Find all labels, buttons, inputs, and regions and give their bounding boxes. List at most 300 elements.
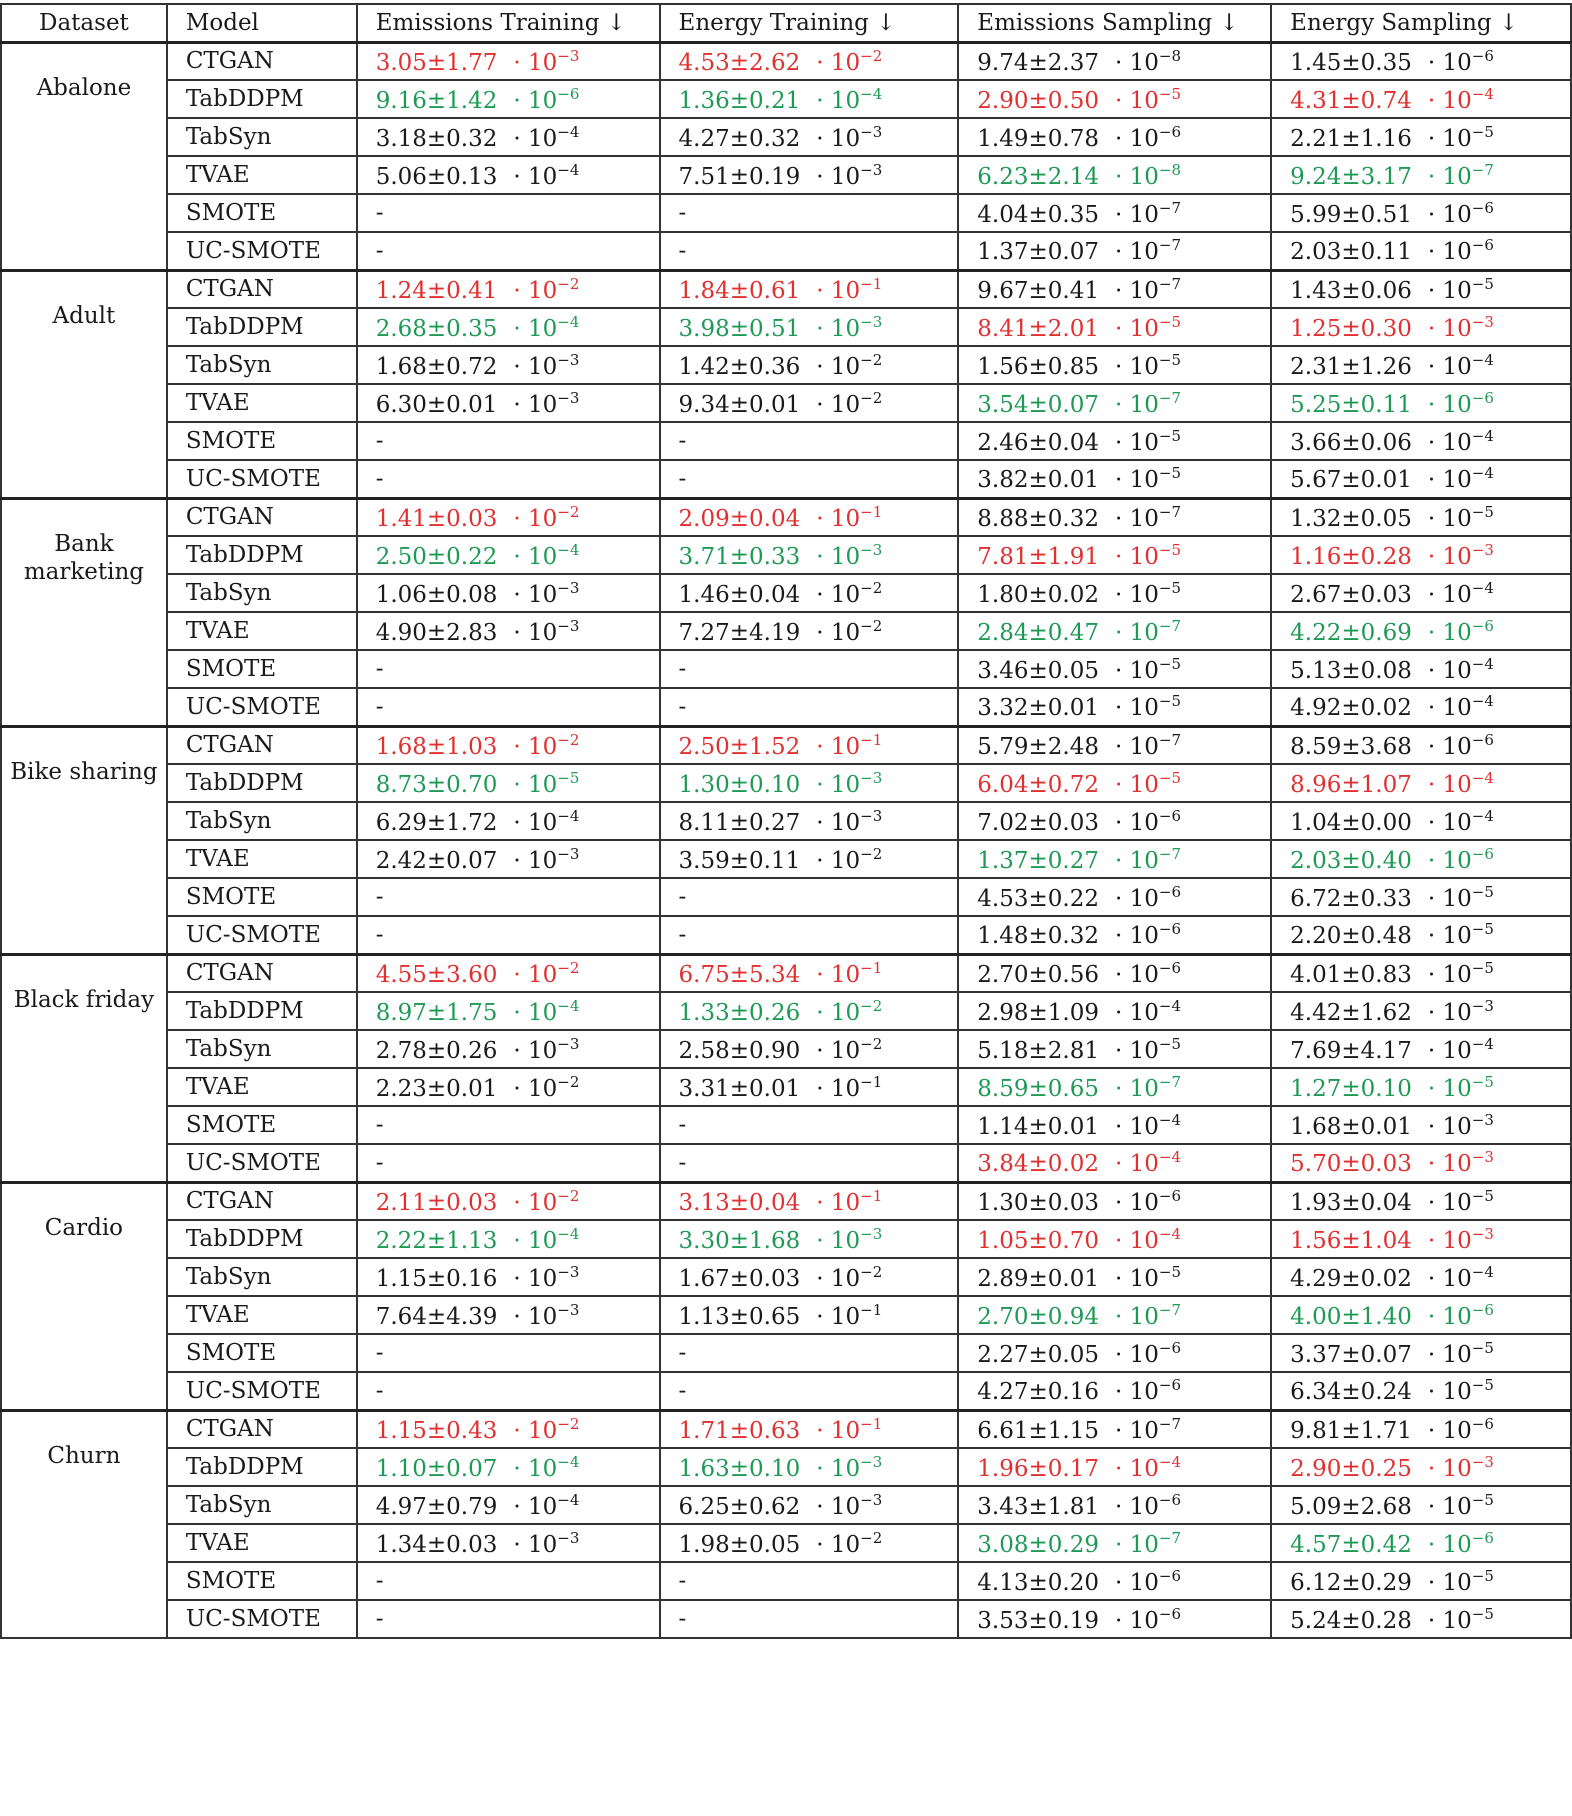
value-cell [660,878,959,916]
value-exponent: −5 [1158,464,1182,483]
value-exponent: −6 [1158,1490,1182,1509]
value-exponent: −5 [1158,312,1182,331]
table-row [1,536,1571,574]
times-ten-label: · 10 [1427,657,1472,684]
times-ten-label: · 10 [816,1075,861,1102]
value-cell [1271,194,1571,232]
value-exponent: −3 [1471,996,1494,1015]
value-mantissa: - [375,1377,384,1404]
times-ten-label: · 10 [513,543,558,570]
value-mantissa: 2.03±0.11 [1290,239,1412,266]
value-exponent: −2 [557,1414,580,1433]
model-name: CTGAN [167,498,357,536]
value-mantissa: 2.11±0.03 [375,1189,498,1216]
value-mantissa: 2.90±0.25 [1290,1455,1412,1482]
value-exponent: −7 [1158,198,1182,217]
model-name: TVAE [167,384,357,422]
value-cell [357,346,660,384]
value-mantissa: 1.30±0.03 [977,1189,1099,1216]
value-cell [660,726,959,764]
model-name: TabDDPM [167,536,357,574]
times-ten-label: · 10 [1427,1151,1472,1178]
value-cell [357,42,660,80]
value-mantissa: 1.98±0.05 [678,1531,801,1558]
value-cell [958,194,1271,232]
value-cell [958,916,1271,954]
value-exponent: −5 [1471,1490,1494,1509]
times-ten-label: · 10 [1427,543,1472,570]
value-mantissa: 3.43±1.81 [977,1493,1099,1520]
value-cell [357,688,660,726]
times-ten-label: · 10 [1115,429,1159,456]
times-ten-label: · 10 [513,961,558,988]
table-row [1,270,1571,308]
value-mantissa: 3.71±0.33 [678,543,801,570]
value-mantissa: 2.58±0.90 [678,1037,801,1064]
value-exponent: −7 [1158,844,1182,863]
value-mantissa: 5.18±2.81 [977,1037,1099,1064]
value-exponent: −4 [1471,426,1494,445]
times-ten-label: · 10 [1427,847,1472,874]
value-exponent: −6 [1158,806,1182,825]
model-name: CTGAN [167,1410,357,1448]
value-cell [357,422,660,460]
times-ten-label: · 10 [1427,771,1472,798]
value-mantissa: 2.50±0.22 [375,543,498,570]
times-ten-label: · 10 [1427,961,1472,988]
times-ten-label: · 10 [513,1189,558,1216]
value-cell [958,1296,1271,1334]
table-row [1,498,1571,536]
value-exponent: −4 [1471,654,1494,673]
value-mantissa: 1.14±0.01 [977,1113,1099,1140]
value-mantissa: 2.98±1.09 [977,999,1099,1026]
value-exponent: −4 [557,996,580,1015]
value-mantissa: 7.02±0.03 [977,809,1099,836]
value-exponent: −6 [1471,844,1494,863]
value-mantissa: - [678,1112,687,1138]
value-cell [357,536,660,574]
header-model: Model [167,4,357,42]
value-mantissa: 3.54±0.07 [977,391,1099,418]
times-ten-label: · 10 [1115,771,1159,798]
model-name: UC-SMOTE [167,460,357,498]
model-name: TVAE [167,612,357,650]
dataset-name: Churn [1,1410,167,1638]
times-ten-label: · 10 [1427,1455,1472,1482]
value-cell [660,1410,959,1448]
value-cell [357,1220,660,1258]
value-exponent: −7 [1158,502,1182,521]
value-exponent: −4 [557,540,580,559]
value-exponent: −2 [557,1072,580,1091]
model-name: TabSyn [167,1030,357,1068]
value-exponent: −3 [557,1034,580,1053]
times-ten-label: · 10 [1427,429,1472,456]
times-ten-label: · 10 [816,619,861,646]
table-row [1,80,1571,118]
times-ten-label: · 10 [816,1531,861,1558]
value-mantissa: 1.46±0.04 [678,581,801,608]
value-exponent: −1 [860,958,883,977]
value-mantissa: - [678,1377,687,1404]
value-mantissa: 3.30±1.68 [678,1227,801,1254]
value-mantissa: 1.48±0.32 [977,923,1099,950]
value-mantissa: - [678,656,687,682]
value-mantissa: 7.81±1.91 [977,543,1099,570]
times-ten-label: · 10 [513,1075,558,1102]
value-cell [1271,916,1571,954]
value-exponent: −3 [860,312,883,331]
value-exponent: −2 [860,388,883,407]
value-exponent: −8 [1158,160,1182,179]
value-mantissa: 3.46±0.05 [977,657,1099,684]
value-mantissa: 1.33±0.26 [678,999,801,1026]
value-mantissa: 3.32±0.01 [977,695,1099,722]
model-name: SMOTE [167,422,357,460]
value-cell [660,1562,959,1600]
times-ten-label: · 10 [1427,923,1472,950]
results-table [0,3,1572,1639]
value-exponent: −7 [1158,1528,1182,1547]
value-mantissa: 8.59±3.68 [1290,733,1412,760]
value-exponent: −3 [860,1452,883,1471]
times-ten-label: · 10 [1115,733,1159,760]
times-ten-label: · 10 [1115,1531,1159,1558]
value-exponent: −3 [1471,1452,1494,1471]
value-exponent: −1 [860,1186,883,1205]
value-mantissa: - [678,884,687,910]
value-mantissa: 1.24±0.41 [375,277,498,304]
value-mantissa: - [375,884,384,910]
value-cell [660,1486,959,1524]
value-cell [357,726,660,764]
times-ten-label: · 10 [1427,1607,1472,1634]
times-ten-label: · 10 [1115,1607,1159,1634]
value-cell [660,954,959,992]
times-ten-label: · 10 [1115,1493,1159,1520]
model-name: TabSyn [167,574,357,612]
times-ten-label: · 10 [513,1493,558,1520]
value-exponent: −3 [860,1224,883,1243]
model-name: TVAE [167,1296,357,1334]
value-cell [1271,80,1571,118]
value-cell [1271,1448,1571,1486]
value-cell [958,1524,1271,1562]
value-exponent: −2 [860,578,883,597]
value-mantissa: 3.31±0.01 [678,1075,801,1102]
times-ten-label: · 10 [1427,315,1472,342]
times-ten-label: · 10 [513,315,558,342]
times-ten-label: · 10 [513,733,558,760]
table-row [1,118,1571,156]
times-ten-label: · 10 [1115,467,1159,494]
table-row [1,1258,1571,1296]
value-mantissa: 1.56±0.85 [977,353,1099,380]
value-exponent: −2 [557,1186,580,1205]
model-name: TVAE [167,840,357,878]
value-exponent: −3 [557,46,580,65]
model-name: SMOTE [167,650,357,688]
value-cell [357,460,660,498]
times-ten-label: · 10 [1427,809,1472,836]
value-mantissa: 6.25±0.62 [678,1493,801,1520]
value-mantissa: 1.68±1.03 [375,733,498,760]
model-name: TabSyn [167,346,357,384]
value-cell [357,1144,660,1182]
times-ten-label: · 10 [1427,505,1472,532]
value-exponent: −6 [1471,236,1494,255]
value-cell [357,1410,660,1448]
value-exponent: −7 [1158,616,1182,635]
model-name: CTGAN [167,954,357,992]
value-exponent: −4 [1471,1034,1494,1053]
value-exponent: −2 [860,1034,883,1053]
times-ten-label: · 10 [1427,201,1472,228]
value-exponent: −4 [1471,350,1494,369]
value-cell [357,1182,660,1220]
value-cell [357,954,660,992]
header-emissions-training: Emissions Training ↓ [357,4,660,42]
table-row [1,194,1571,232]
times-ten-label: · 10 [816,543,861,570]
times-ten-label: · 10 [816,1303,861,1330]
value-mantissa: 1.13±0.65 [678,1303,801,1330]
times-ten-label: · 10 [1115,1569,1159,1596]
value-cell [958,1106,1271,1144]
model-name: TabDDPM [167,308,357,346]
times-ten-label: · 10 [513,1037,558,1064]
value-cell [958,1144,1271,1182]
value-exponent: −5 [1158,426,1182,445]
value-cell [660,650,959,688]
model-name: SMOTE [167,1562,357,1600]
times-ten-label: · 10 [1427,1265,1472,1292]
value-cell [958,1372,1271,1410]
times-ten-label: · 10 [816,87,861,114]
value-exponent: −3 [557,1262,580,1281]
times-ten-label: · 10 [816,1189,861,1216]
model-name: TabSyn [167,118,357,156]
value-cell [357,650,660,688]
times-ten-label: · 10 [513,163,558,190]
value-mantissa: 8.41±2.01 [977,315,1099,342]
value-mantissa: 2.21±1.16 [1290,125,1412,152]
value-exponent: −6 [1471,616,1494,635]
header-row [1,4,1571,42]
value-exponent: −1 [860,502,883,521]
times-ten-label: · 10 [1115,1265,1159,1292]
value-exponent: −6 [1158,1376,1182,1395]
value-cell [660,1600,959,1638]
times-ten-label: · 10 [1115,809,1159,836]
value-exponent: −6 [1158,1338,1182,1357]
times-ten-label: · 10 [1427,49,1472,76]
value-mantissa: 4.01±0.83 [1290,961,1412,988]
value-cell [958,1220,1271,1258]
times-ten-label: · 10 [816,847,861,874]
table-row [1,688,1571,726]
value-cell [660,194,959,232]
value-cell [1271,1144,1571,1182]
value-mantissa: 5.06±0.13 [375,163,498,190]
value-cell [660,80,959,118]
value-cell [1271,346,1571,384]
table-row [1,1524,1571,1562]
value-exponent: −5 [1471,1186,1494,1205]
times-ten-label: · 10 [1115,505,1159,532]
value-mantissa: 2.46±0.04 [977,429,1099,456]
times-ten-label: · 10 [816,49,861,76]
value-cell [1271,498,1571,536]
value-mantissa: - [678,428,687,454]
table-row [1,156,1571,194]
value-cell [660,118,959,156]
value-cell [357,1068,660,1106]
value-cell [357,1106,660,1144]
model-name: TVAE [167,1524,357,1562]
value-cell [1271,688,1571,726]
dataset-name: Black friday [1,954,167,1182]
value-exponent: −5 [1471,1338,1494,1357]
dataset-name: Abalone [1,42,167,270]
value-cell [1271,118,1571,156]
value-cell [958,1448,1271,1486]
value-mantissa: 3.82±0.01 [977,467,1099,494]
value-mantissa: 1.63±0.10 [678,1455,801,1482]
value-exponent: −5 [1471,882,1494,901]
times-ten-label: · 10 [816,1265,861,1292]
times-ten-label: · 10 [1427,391,1472,418]
value-mantissa: - [678,1149,687,1176]
value-mantissa: 4.53±2.62 [678,49,801,76]
times-ten-label: · 10 [1115,239,1159,266]
value-mantissa: 1.06±0.08 [375,581,498,608]
value-cell [958,80,1271,118]
value-cell [357,384,660,422]
value-cell [660,1296,959,1334]
value-exponent: −4 [1471,84,1494,103]
value-mantissa: 2.42±0.07 [375,847,498,874]
value-exponent: −4 [1158,1452,1182,1471]
value-cell [660,1030,959,1068]
value-exponent: −5 [1471,1376,1494,1395]
table-row [1,1600,1571,1638]
value-cell [660,916,959,954]
value-cell [660,1220,959,1258]
model-name: TabSyn [167,1486,357,1524]
value-cell [958,1030,1271,1068]
header-dataset: Dataset [1,4,167,42]
value-cell [660,764,959,802]
times-ten-label: · 10 [1115,125,1159,152]
value-cell [1271,840,1571,878]
value-cell [1271,1258,1571,1296]
times-ten-label: · 10 [513,581,558,608]
value-cell [357,764,660,802]
value-cell [958,42,1271,80]
times-ten-label: · 10 [1427,1037,1472,1064]
value-exponent: −6 [1158,122,1182,141]
value-exponent: −5 [1158,654,1182,673]
value-mantissa: 8.88±0.32 [977,505,1099,532]
times-ten-label: · 10 [513,999,558,1026]
value-cell [958,270,1271,308]
value-mantissa: 5.09±2.68 [1290,1493,1412,1520]
value-mantissa: 1.80±0.02 [977,581,1099,608]
model-name: TabDDPM [167,1448,357,1486]
model-name: CTGAN [167,726,357,764]
times-ten-label: · 10 [1427,1341,1472,1368]
value-cell [660,1144,959,1182]
value-cell [660,308,959,346]
value-mantissa: 1.15±0.43 [375,1417,498,1444]
value-mantissa: 1.45±0.35 [1290,49,1412,76]
value-mantissa: 6.29±1.72 [375,809,498,836]
value-exponent: −2 [557,274,580,293]
model-name: SMOTE [167,878,357,916]
header-emissions-sampling: Emissions Sampling ↓ [958,4,1271,42]
value-cell [1271,574,1571,612]
value-cell [357,270,660,308]
value-cell [1271,878,1571,916]
times-ten-label: · 10 [1427,125,1472,152]
table-body [1,42,1571,1638]
value-exponent: −4 [557,160,580,179]
value-cell [1271,612,1571,650]
table-row [1,1182,1571,1220]
value-cell [958,118,1271,156]
value-cell [958,1334,1271,1372]
value-cell [1271,270,1571,308]
value-cell [660,574,959,612]
table-row [1,650,1571,688]
value-mantissa: 7.64±4.39 [375,1303,498,1330]
value-exponent: −7 [1158,1072,1182,1091]
value-exponent: −4 [1471,768,1494,787]
value-exponent: −4 [557,1452,580,1471]
value-cell [958,1410,1271,1448]
times-ten-label: · 10 [1427,1189,1472,1216]
value-exponent: −6 [1158,958,1182,977]
table-row [1,1448,1571,1486]
value-mantissa: 3.59±0.11 [678,847,801,874]
times-ten-label: · 10 [513,1227,558,1254]
value-mantissa: 3.84±0.02 [977,1151,1099,1178]
times-ten-label: · 10 [816,391,861,418]
value-exponent: −4 [1471,806,1494,825]
times-ten-label: · 10 [1115,999,1159,1026]
value-exponent: −3 [1471,1224,1494,1243]
times-ten-label: · 10 [1115,353,1159,380]
times-ten-label: · 10 [1427,619,1472,646]
times-ten-label: · 10 [1115,543,1159,570]
value-cell [958,1486,1271,1524]
value-mantissa: 2.27±0.05 [977,1341,1099,1368]
times-ten-label: · 10 [513,771,558,798]
times-ten-label: · 10 [513,49,558,76]
value-cell [357,802,660,840]
value-exponent: −3 [557,350,580,369]
table-row [1,1220,1571,1258]
value-cell [1271,1182,1571,1220]
model-name: CTGAN [167,270,357,308]
times-ten-label: · 10 [816,505,861,532]
value-exponent: −4 [1158,1148,1182,1167]
value-cell [1271,992,1571,1030]
model-name: UC-SMOTE [167,1600,357,1638]
value-cell [660,42,959,80]
